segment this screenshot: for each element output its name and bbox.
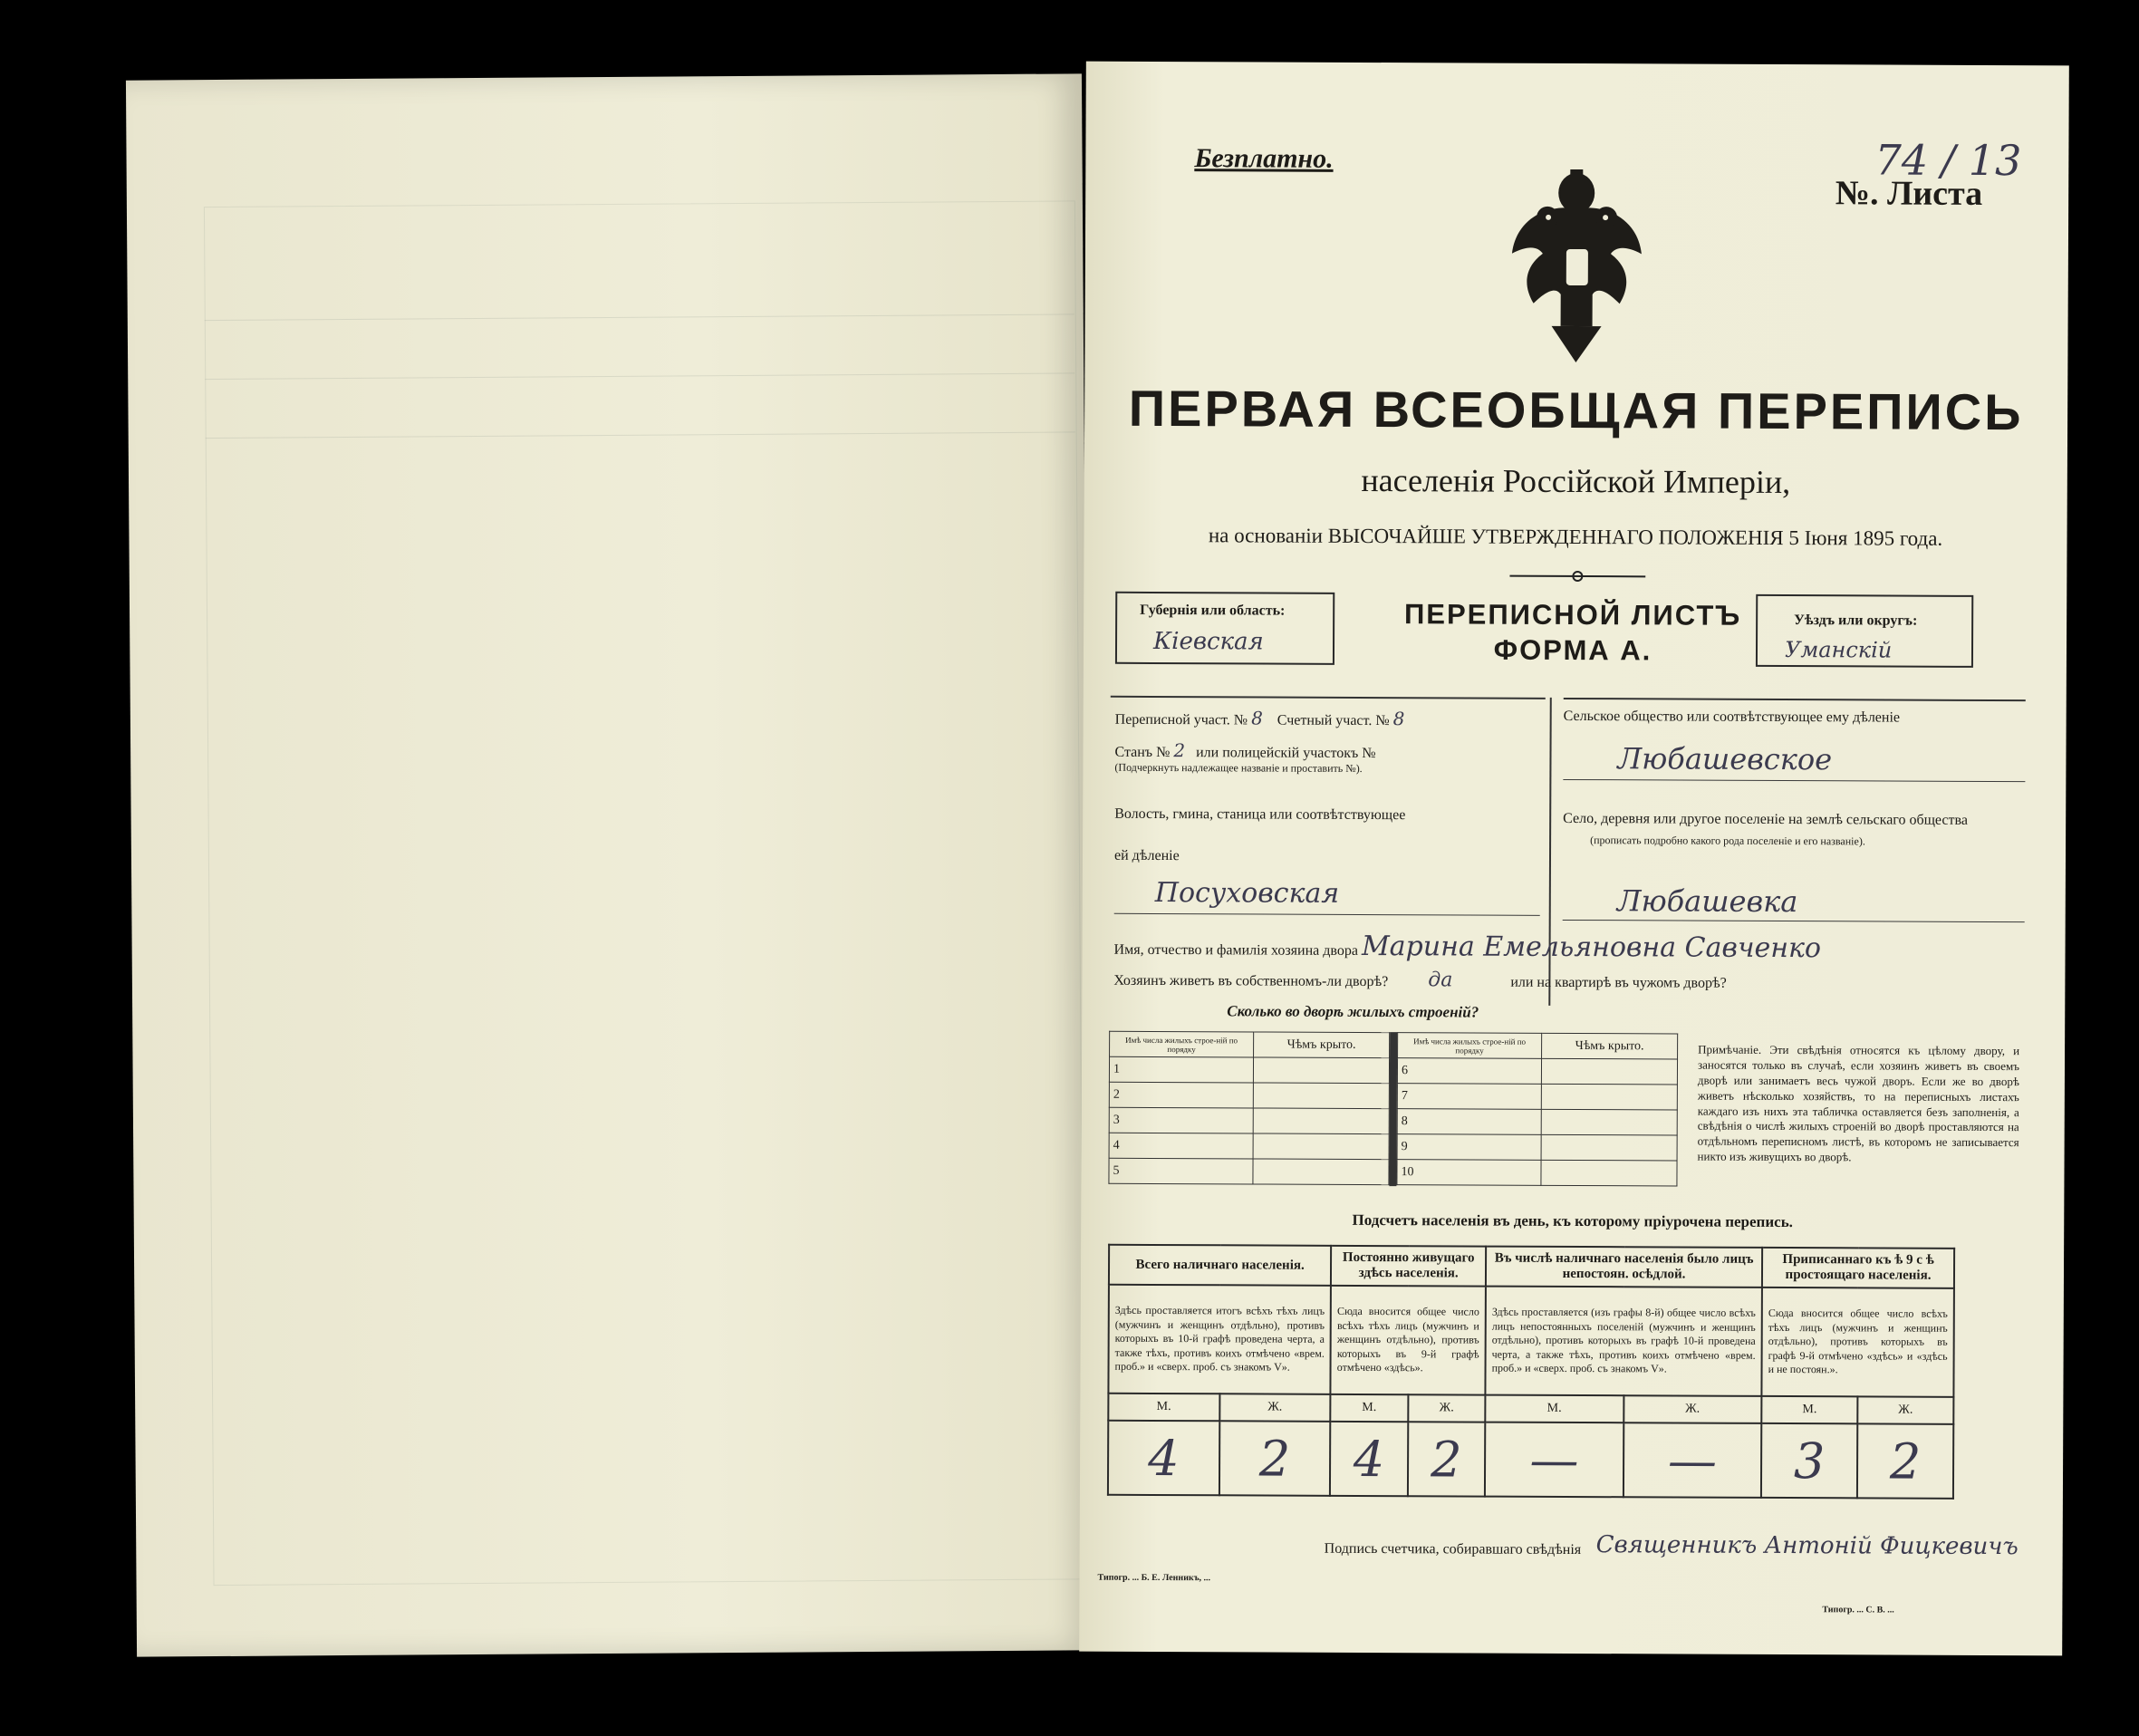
census-legal-basis: на основаніи ВЫСОЧАЙШЕ УТВЕРЖДЕННАГО ПОЛОЖЕНІЯ 5 Іюня 1895 года. xyxy=(1208,524,1943,550)
pop-col-4-title: Приписаннаго къ ѣ 9 с ѣ простоящаго населенія. xyxy=(1762,1248,1954,1288)
table-row xyxy=(1108,1421,1953,1499)
volost-label-2: ей дѣленіе xyxy=(1113,847,1180,864)
rent-label: или на квартирѣ въ чужомъ дворѣ? xyxy=(1510,974,1727,991)
volost-value: Посуховская xyxy=(1154,876,1340,910)
pop-col-4-desc: Сюда вносится общее число всѣхъ тѣхъ лицъ (мужчинъ и женщинъ отдѣльно), противъ которыхъ въ графѣ 9-й отмѣчено «здѣсь» и «здѣсь и не постоян.». xyxy=(1761,1288,1953,1397)
society-label: Сельское общество или соотвѣтствующее ему дѣленіе xyxy=(1563,708,1901,726)
buildings-question: Сколько во дворѣ жилыхъ строеній? xyxy=(1227,1002,1479,1021)
rule xyxy=(1564,698,2026,701)
sheet-number-label: №. Листа xyxy=(1835,174,1983,213)
volost-underline xyxy=(1114,913,1540,916)
buildings-table xyxy=(1108,1031,1678,1188)
society-underline xyxy=(1563,779,2025,782)
table-row: 7 xyxy=(1397,1084,1677,1110)
village-underline xyxy=(1563,920,2025,922)
left-page xyxy=(126,73,1093,1656)
gubernia-label: Губернія или область: xyxy=(1140,602,1286,619)
signature-label: Подпись счетчика, собиравшаго свѣдѣнія xyxy=(1324,1540,1582,1558)
table-row: 1 xyxy=(1109,1056,1389,1083)
male-label: М. xyxy=(1331,1394,1409,1422)
table-row: 8 xyxy=(1397,1109,1677,1135)
table-row xyxy=(1108,1394,1953,1424)
table-row: 6 xyxy=(1397,1058,1677,1085)
uezd-label: Уѣздъ или округъ: xyxy=(1794,612,1918,629)
male-label: М. xyxy=(1108,1394,1219,1422)
population-heading: Подсчетъ населенія въ день, къ которому пріурочена перепись. xyxy=(1352,1210,1794,1231)
village-label: Село, деревня или другое поселеніе на землѣ сельскаго общества xyxy=(1563,810,1969,828)
pop-permanent-female: 2 xyxy=(1408,1422,1486,1496)
buildings-table-left xyxy=(1108,1031,1390,1185)
col-number-header: Имѣ числа жилыхъ строе-ній по порядку xyxy=(1398,1033,1542,1059)
pop-registered-male: 3 xyxy=(1761,1423,1857,1498)
police-district-label: или полицейскій участокъ № xyxy=(1196,745,1376,762)
printer-mark-left: Типогр. ... Б. Е. Ленникъ, ... xyxy=(1097,1572,1211,1584)
table-row: 2 xyxy=(1109,1082,1389,1108)
census-subtitle: населенія Россійской Имперіи, xyxy=(1361,461,1791,501)
form-title xyxy=(1383,597,1763,669)
own-yard-row xyxy=(1113,968,1726,993)
pop-nonresident-female: — xyxy=(1623,1423,1761,1498)
female-label: Ж. xyxy=(1857,1396,1953,1423)
pop-registered-female: 2 xyxy=(1857,1423,1953,1498)
table-row: 4 xyxy=(1109,1133,1389,1159)
female-label: Ж. xyxy=(1219,1394,1331,1422)
pop-nonresident-male: — xyxy=(1485,1423,1624,1498)
gubernia-box xyxy=(1115,592,1334,665)
stan-value: 2 xyxy=(1173,739,1186,762)
society-value: Любашевское xyxy=(1617,741,1833,777)
free-label: Безплатно. xyxy=(1194,143,1334,174)
pop-col-1-title: Всего наличнаго населенія. xyxy=(1109,1245,1331,1286)
counting-district-label: Счетный участ. № xyxy=(1277,712,1390,729)
census-district-row xyxy=(1115,707,1405,729)
rule xyxy=(1111,696,1546,699)
pop-col-2-desc: Сюда вносится общее число всѣхъ тѣхъ лицъ (мужчинъ и женщинъ отдѣльно), противъ которыхъ въ 9-й графѣ отмѣчено «здѣсь». xyxy=(1331,1286,1486,1395)
buildings-note: Примѣчаніе. Эти свѣдѣнія относятся къ цѣлому двору, и заносятся только въ случаѣ, если хозяинъ живетъ въ своемъ дворѣ или занимаетъ весь чужой дворъ. Если же во дворѣ живетъ нѣсколько хозяйствъ, то на переписныхъ листахъ каждаго изъ нихъ эта табличка оставляется безъ заполненія, а свѣдѣнія о числѣ жилыхъ строеній во дворѣ проставляются на отдѣльномъ переписномъ листѣ, въ которомъ не записывается никто изъ живущихъ во дворѣ. xyxy=(1697,1042,2020,1164)
table-row xyxy=(1108,1285,1954,1397)
table-row xyxy=(1109,1245,1954,1288)
owner-value: Марина Емельяновна Савченко xyxy=(1361,930,1822,965)
census-form-page xyxy=(1079,62,2069,1656)
own-yard-value: да xyxy=(1428,969,1453,992)
signature-value: Священникъ Антоній Фицкевичъ xyxy=(1595,1531,2019,1561)
sheet-number-handwritten: 74 / 13 xyxy=(1874,135,2022,186)
female-label: Ж. xyxy=(1408,1394,1486,1422)
volost-label: Волость, гмина, станица или соотвѣтствующее xyxy=(1114,805,1406,824)
pop-present-female: 2 xyxy=(1219,1421,1331,1496)
owner-row xyxy=(1114,930,2029,965)
table-row: 3 xyxy=(1109,1107,1389,1133)
ornament-divider-icon xyxy=(1509,567,1645,586)
village-value: Любашевка xyxy=(1616,883,1798,920)
form-title-line2: ФОРМА А. xyxy=(1493,633,1652,667)
stan-label: Станъ № xyxy=(1114,744,1171,761)
female-label: Ж. xyxy=(1624,1395,1762,1423)
double-headed-eagle-emblem-icon xyxy=(1506,168,1647,368)
col-roof-header: Чѣмъ крыто. xyxy=(1254,1032,1390,1058)
pop-col-3-desc: Здѣсь проставляется (изъ графы 8-й) общее число всѣхъ лицъ непостоянныхъ поселеній (мужчинъ и женщинъ отдѣльно), противъ которыхъ въ графѣ 10-й проведена черта, а также тѣхъ, противъ коихъ отмѣчено «врем. проб.» и «сверх. проб. съ знакомъ V». xyxy=(1485,1287,1762,1396)
col-number-header: Имѣ числа жилыхъ строе-ній по порядку xyxy=(1110,1031,1254,1057)
population-table xyxy=(1107,1244,1955,1500)
pop-col-1-desc: Здѣсь проставляется итогъ всѣхъ тѣхъ лицъ (мужчинъ и женщинъ отдѣльно), противъ которыхъ въ 10-й графѣ проведена черта, а также тѣхъ, противъ коихъ отмѣчено «врем. проб.» и «сверх. проб. съ знакомъ V». xyxy=(1108,1285,1331,1394)
printer-mark-right: Типогр. ... С. В. ... xyxy=(1822,1605,1894,1615)
buildings-table-right xyxy=(1396,1032,1678,1186)
counting-district-value: 8 xyxy=(1392,708,1405,730)
stan-row xyxy=(1114,739,1375,762)
pop-present-male: 4 xyxy=(1108,1421,1219,1496)
table-row: 9 xyxy=(1397,1134,1677,1161)
col-roof-header: Чѣмъ крыто. xyxy=(1542,1033,1678,1059)
male-label: М. xyxy=(1485,1395,1624,1423)
uezd-value: Уманскій xyxy=(1784,637,1893,663)
table-row: 5 xyxy=(1109,1158,1389,1184)
own-yard-label: Хозяинъ живетъ въ собственномъ-ли дворѣ? xyxy=(1113,972,1389,990)
census-district-value: 8 xyxy=(1251,707,1263,729)
village-note: (прописать подробно какого рода поселеніе и его названіе). xyxy=(1590,834,1865,848)
table-row: 10 xyxy=(1397,1160,1677,1186)
owner-label: Имя, отчество и фамилія хозяина двора xyxy=(1113,941,1358,959)
pop-permanent-male: 4 xyxy=(1330,1422,1408,1496)
pop-col-3-title: Въ числѣ наличнаго населенія было лицъ непостоян. осѣдлой. xyxy=(1486,1247,1762,1288)
underline-note: (Подчеркнуть надлежащее названіе и проставить №). xyxy=(1114,760,1363,775)
bleed-through-table xyxy=(204,200,1085,1586)
male-label: М. xyxy=(1761,1396,1857,1423)
pop-col-2-title: Постоянно живущаго здѣсь населенія. xyxy=(1331,1246,1486,1287)
gubernia-value: Кіевская xyxy=(1152,627,1264,656)
uezd-box xyxy=(1756,594,1973,668)
census-title: ПЕРВАЯ ВСЕОБЩАЯ ПЕРЕПИСЬ xyxy=(1128,379,2024,441)
census-district-label: Переписной участ. № xyxy=(1114,711,1248,728)
form-title-line1: ПЕРЕПИСНОЙ ЛИСТЪ xyxy=(1403,598,1742,632)
